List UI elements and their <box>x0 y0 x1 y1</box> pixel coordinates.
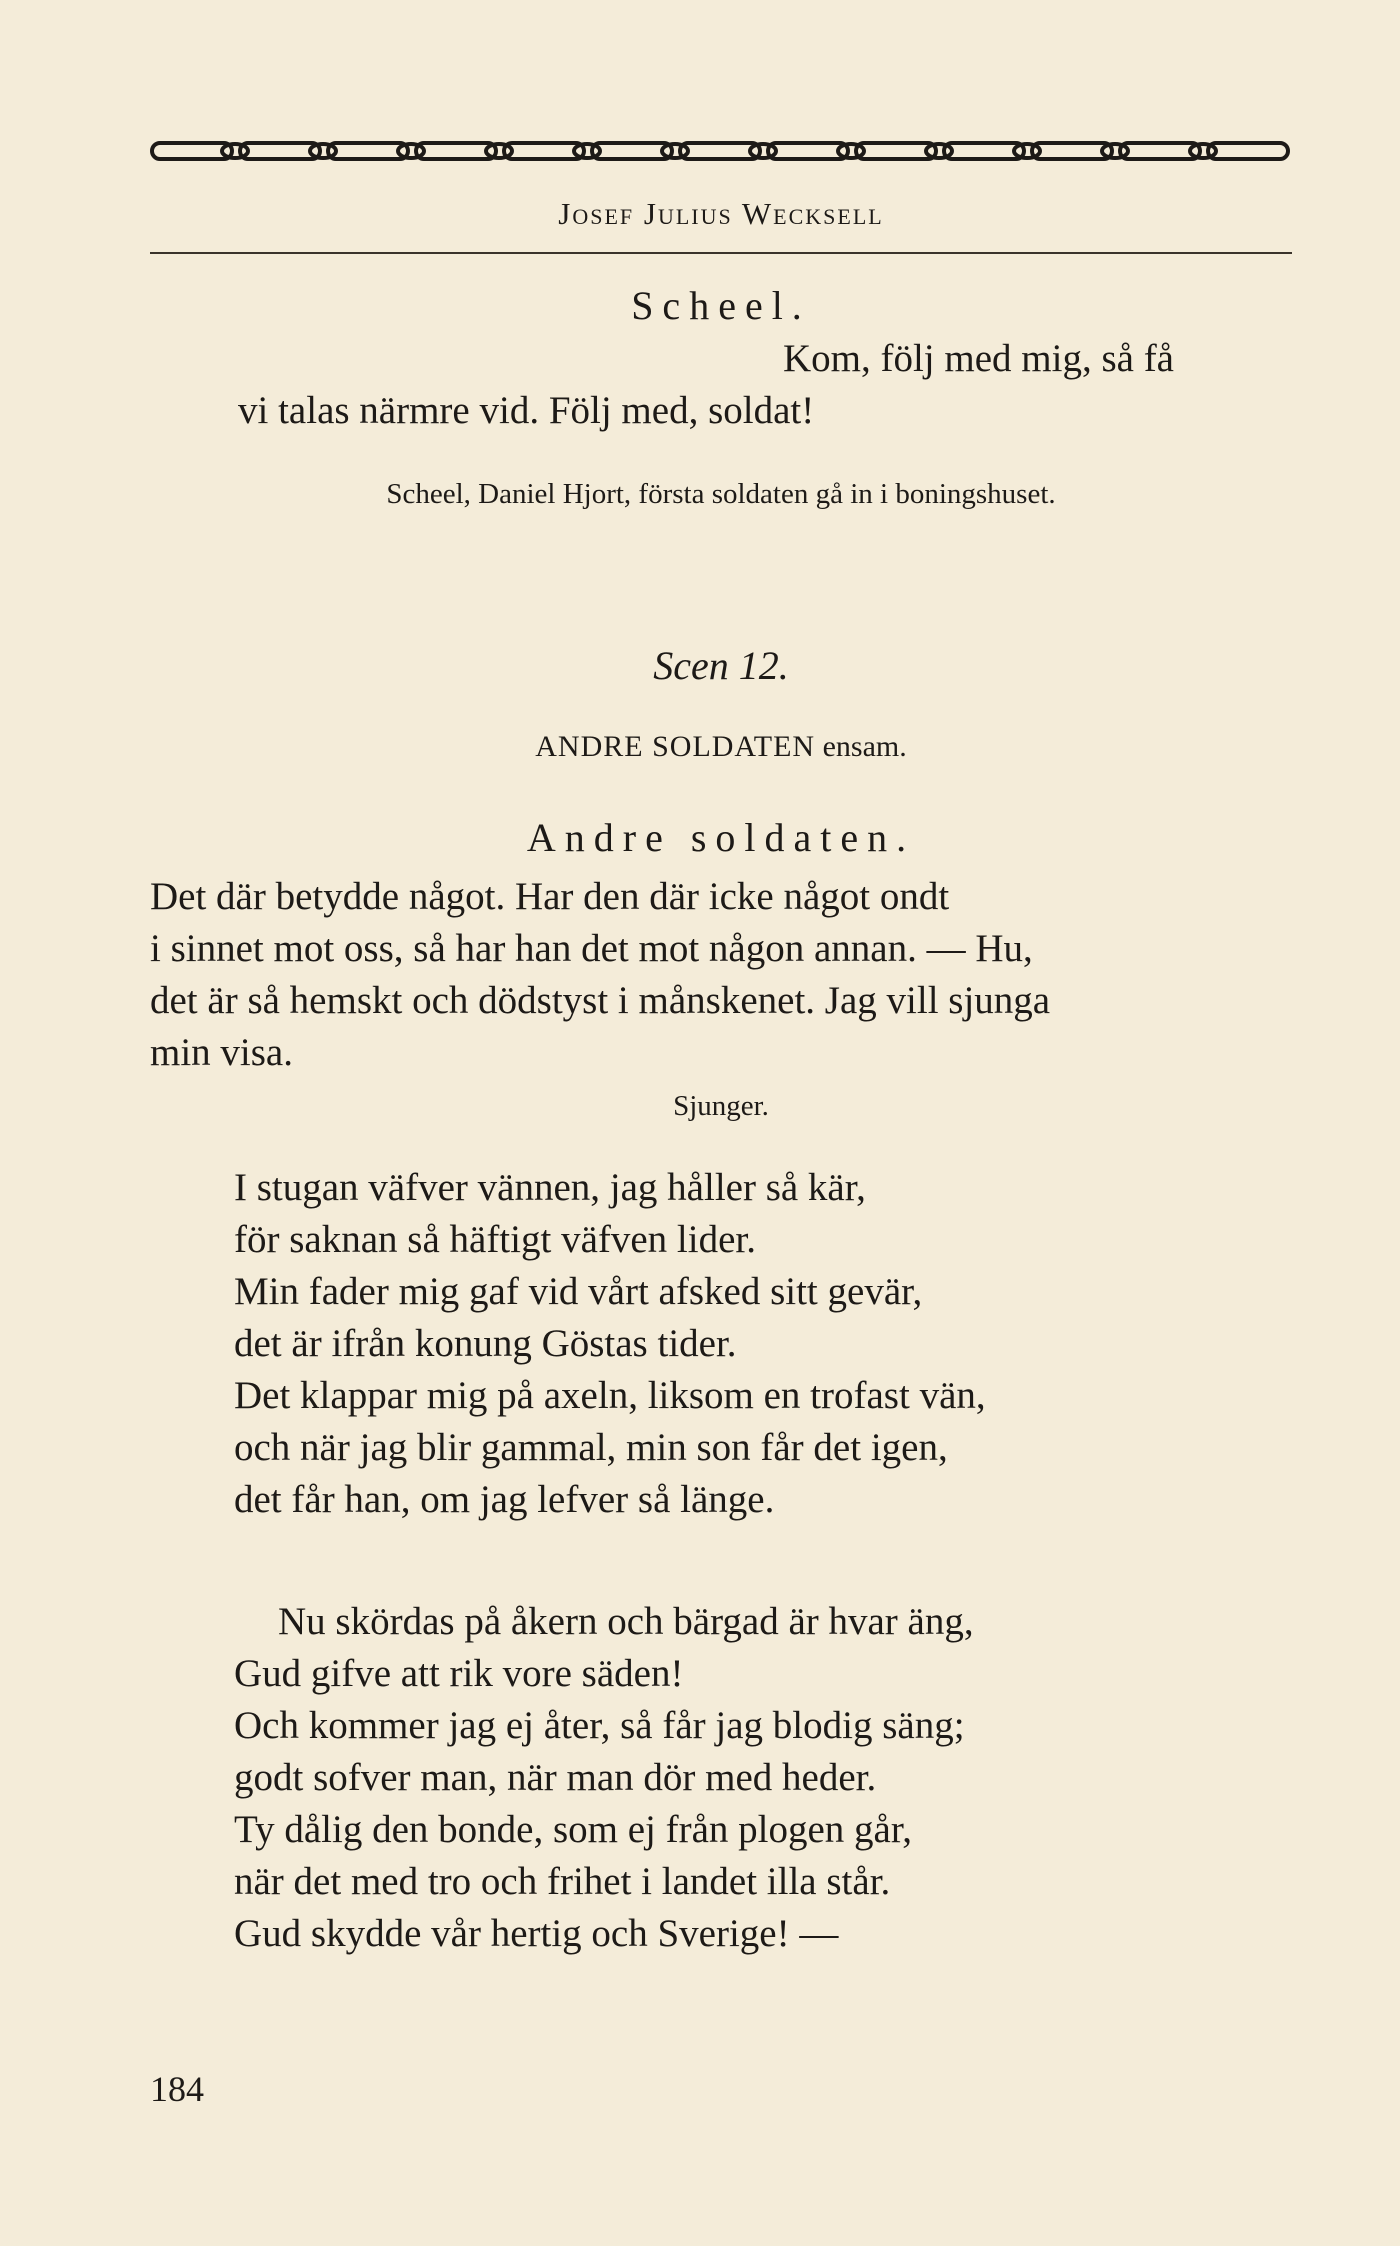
chain-ornament <box>150 136 1292 166</box>
verse-line: för saknan så häftigt väfven lider. <box>234 1218 756 1261</box>
verse-line: godt sofver man, när man dör med heder. <box>234 1756 877 1799</box>
scene-title: Scen 12. <box>653 643 789 688</box>
verse-line: Ty dålig den bonde, som ej från plogen går, <box>234 1808 913 1851</box>
scene-cast <box>150 730 1292 764</box>
cast-note: ensam. <box>822 730 907 763</box>
verse-line: Min fader mig gaf vid vårt afsked sitt gevär, <box>234 1270 923 1313</box>
speech-line: i sinnet mot oss, så har han det mot någon annan. — Hu, <box>150 927 1033 970</box>
verse-line: Gud skydde vår hertig och Sverige! — <box>234 1912 839 1955</box>
scheel-speech <box>150 282 1292 437</box>
header-rule <box>150 252 1292 254</box>
speaker-andre-soldaten: Andre soldaten. <box>526 815 916 860</box>
cast-name: ANDRE SOLDATEN <box>535 730 816 763</box>
verse-line: Nu skördas på åkern och bärgad är hvar äng, <box>278 1600 974 1643</box>
stage-direction-sings: Sjunger. <box>673 1090 769 1122</box>
stage-direction-exit: Scheel, Daniel Hjort, första soldaten gå in i boningshuset. <box>386 478 1056 510</box>
verse-line: och när jag blir gammal, min son får det igen, <box>234 1426 948 1469</box>
song-stanza-2 <box>150 1596 1292 1960</box>
verse-line: I stugan väfver vännen, jag håller så kär, <box>234 1166 866 1209</box>
verse-line: Gud gifve att rik vore säden! <box>234 1652 684 1695</box>
verse-line: när det med tro och frihet i landet illa står. <box>234 1860 891 1903</box>
song-stanza-1 <box>150 1162 1292 1526</box>
speech-line: Kom, följ med mig, så få <box>782 337 1174 380</box>
verse-line: Det klappar mig på axeln, liksom en trofast vän, <box>234 1374 986 1417</box>
speech-line: vi talas närmre vid. Följ med, soldat! <box>238 389 815 432</box>
running-head: Josef Julius Wecksell <box>558 196 884 231</box>
speech-line: Det där betydde något. Har den där icke något ondt <box>150 875 950 918</box>
page-number: 184 <box>150 2069 204 2109</box>
speech-line: det är så hemskt och dödstyst i månskenet. Jag vill sjunga <box>150 979 1051 1022</box>
speaker-scheel: Scheel. <box>631 283 811 328</box>
verse-line: Och kommer jag ej åter, så får jag blodig säng; <box>234 1704 965 1747</box>
andre-speech <box>150 814 1292 1079</box>
chain-link <box>1208 143 1288 159</box>
verse-line: det får han, om jag lefver så länge. <box>234 1478 775 1521</box>
speech-line: min visa. <box>150 1031 293 1074</box>
verse-line: det är ifrån konung Göstas tider. <box>234 1322 737 1365</box>
